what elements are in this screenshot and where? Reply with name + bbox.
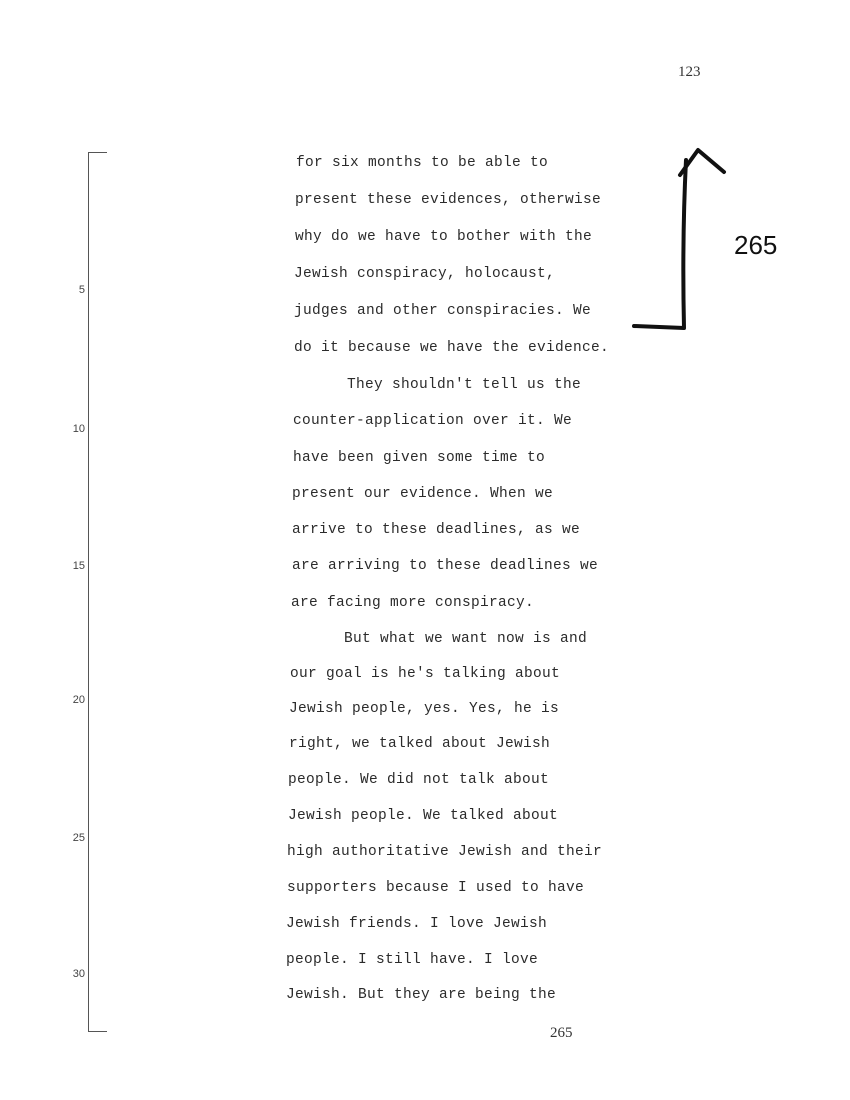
transcript-line: people. I still have. I love [286,952,539,968]
transcript-line: why do we have to bother with the [295,229,593,245]
transcript-line: Jewish people. We talked about [288,808,559,824]
transcript-line: Jewish conspiracy, holocaust, [294,266,556,282]
line-number-20: 20 [72,694,85,706]
handwritten-annotation-number: 265 [734,230,778,260]
transcript-line: Jewish. But they are being the [286,987,557,1003]
transcript-line: do it because we have the evidence. [294,340,610,356]
transcript-line: high authoritative Jewish and their [287,844,603,860]
transcript-line: people. We did not talk about [288,772,550,788]
transcript-line: are arriving to these deadlines we [292,558,599,574]
transcript-line: But what we want now is and [299,631,588,647]
transcript-line: have been given some time to [293,450,546,466]
transcript-line: They shouldn't tell us the [302,377,582,393]
transcript-line: supporters because I used to have [287,880,585,896]
transcript-line: for six months to be able to [296,155,549,171]
transcript-line: judges and other conspiracies. We [294,303,592,319]
line-number-5: 5 [78,284,85,296]
page-number-top: 123 [678,64,701,80]
line-number-15: 15 [72,560,85,572]
transcript-line: right, we talked about Jewish [289,736,551,752]
transcript-line: our goal is he's talking about [290,666,561,682]
transcript-line: present these evidences, otherwise [295,192,602,208]
line-number-10: 10 [72,423,85,435]
line-number-25: 25 [72,832,85,844]
line-number-30: 30 [72,968,85,980]
page-number-bottom: 265 [550,1025,573,1041]
transcript-line: arrive to these deadlines, as we [292,522,581,538]
transcript-line: present our evidence. When we [292,486,554,502]
transcript-line: counter-application over it. We [293,413,573,429]
transcript-line: Jewish friends. I love Jewish [286,916,548,932]
transcript-line: Jewish people, yes. Yes, he is [289,701,560,717]
transcript-line: are facing more conspiracy. [291,595,535,611]
